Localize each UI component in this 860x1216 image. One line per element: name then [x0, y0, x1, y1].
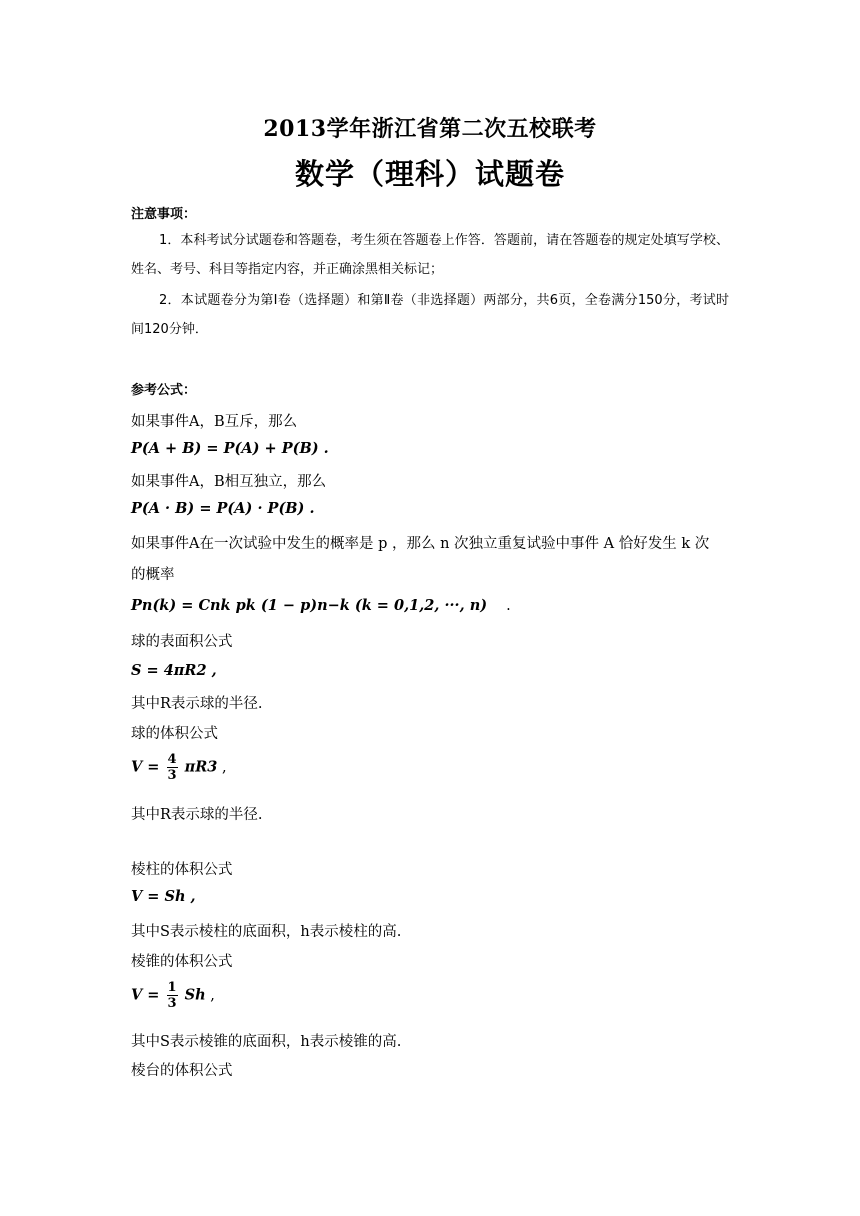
prism-note: 其中S表示棱柱的底面积，h表示棱柱的高.: [131, 924, 402, 940]
binom-text-2: 的概率: [131, 567, 175, 583]
sphere-area-note: 其中R表示球的半径.: [131, 696, 263, 712]
sphere-vol-denominator: 3: [167, 768, 177, 783]
sphere-vol-rhs: πR3: [184, 758, 218, 776]
prism-label: 棱柱的体积公式: [131, 862, 233, 878]
sphere-area-label: 球的表面积公式: [131, 634, 233, 650]
notice-heading: 注意事项：: [131, 207, 197, 222]
notice-item-2: 2．本试题卷分为第Ⅰ卷（选择题）和第Ⅱ卷（非选择题）两部分，共6页，全卷满分150分，考试时间120分钟．: [131, 293, 729, 337]
frustum-label: 棱台的体积公式: [131, 1063, 233, 1079]
sphere-vol-lhs: V =: [131, 758, 160, 776]
sphere-vol-tail: ,: [217, 759, 227, 776]
indep-text: 如果事件A，B相互独立，那么: [131, 474, 327, 490]
pyramid-numerator: 1: [167, 980, 177, 995]
exam-subtitle: 数学（理科）试题卷: [294, 157, 565, 191]
prism-formula: V = Sh ,: [131, 888, 196, 905]
sphere-vol-numerator: 4: [167, 752, 177, 767]
pyramid-fraction: [167, 980, 178, 1011]
sphere-vol-formula: [131, 752, 227, 783]
exam-title: 2013学年浙江省第二次五校联考: [263, 116, 597, 142]
pyramid-lhs: V =: [131, 986, 160, 1004]
binom-formula-tail: .: [506, 598, 511, 614]
indep-formula: P(A · B) = P(A) · P(B) .: [131, 500, 315, 517]
binom-formula-main: Pn(k) = Cnk pk (1 − p)n−k (k = 0,1,2, ···, n): [131, 597, 488, 614]
sphere-area-formula: S = 4πR2 ,: [131, 662, 217, 679]
formulas-heading: 参考公式：: [131, 383, 197, 398]
binom-formula: [131, 597, 511, 614]
sphere-vol-note: 其中R表示球的半径.: [131, 807, 263, 823]
pyramid-label: 棱锥的体积公式: [131, 954, 233, 970]
mutex-formula: P(A + B) = P(A) + P(B) .: [131, 440, 329, 457]
pyramid-formula: [131, 980, 215, 1011]
pyramid-rhs: Sh: [184, 986, 206, 1004]
notice-item-1: 1．本科考试分试题卷和答题卷，考生须在答题卷上作答．答题前，请在答题卷的规定处填写学校、姓名、考号、科目等指定内容，并正确涂黑相关标记；: [131, 233, 729, 277]
pyramid-note: 其中S表示棱锥的底面积，h表示棱锥的高.: [131, 1034, 402, 1050]
pyramid-denominator: 3: [167, 996, 177, 1011]
sphere-vol-fraction: [167, 752, 178, 783]
sphere-vol-label: 球的体积公式: [131, 726, 218, 742]
binom-text-1: 如果事件A在一次试验中发生的概率是 p ，那么 n 次独立重复试验中事件 A 恰好发生 k 次: [131, 536, 710, 552]
pyramid-tail: ,: [205, 987, 215, 1004]
mutex-text: 如果事件A，B互斥，那么: [131, 414, 298, 430]
